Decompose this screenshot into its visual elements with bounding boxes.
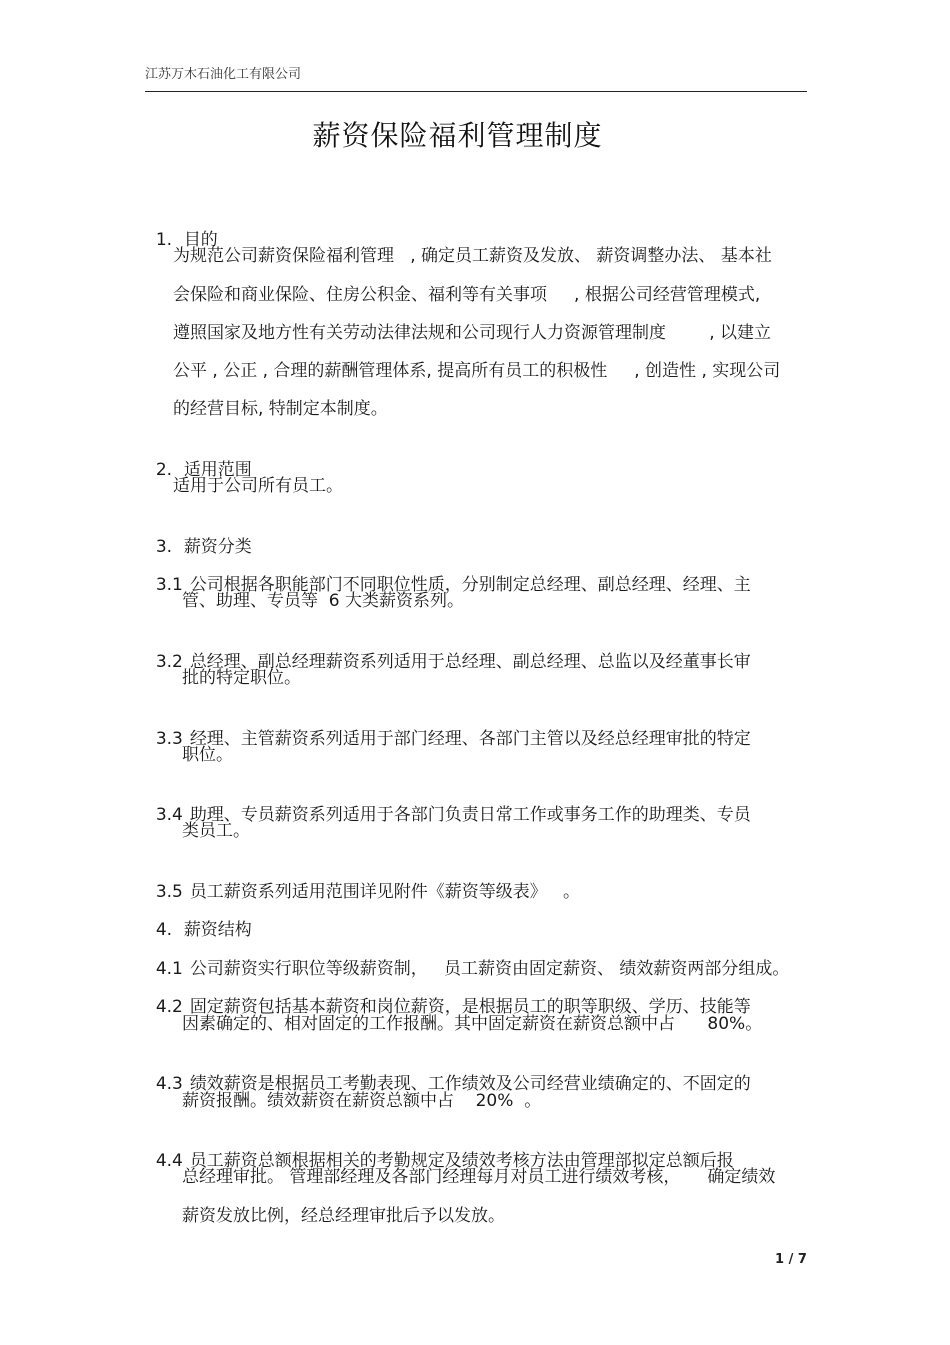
paragraph-line: 会保险和商业保险、住房公积金、福利等有关事项 , 根据公司经营管理模式,	[173, 285, 761, 305]
clause-text: 公司根据各职能部门不同职位性质，分别制定总经理、副总经理、经理、主	[189, 575, 751, 595]
paragraph-line: 遵照国家及地方性有关劳动法律法规和公司现行人力资源管理制度 , 以建立	[173, 323, 772, 343]
clause-text: 员工薪资总额根据相关的考勤规定及绩效考核方法由管理部拟定总额后报	[189, 1151, 734, 1171]
paragraph-line: 为规范公司薪资保险福利管理 , 确定员工薪资及发放、 薪资调整办法、 基本社	[173, 246, 772, 266]
clause-text: 固定薪资包括基本薪资和岗位薪资，是根据员工的职等职级、学历、技能等	[189, 997, 751, 1017]
section-number: 1.	[155, 230, 173, 250]
clause-text: 公司薪资实行职位等级薪资制， 员工薪资由固定薪资、 绩效薪资两部分组成。	[189, 959, 790, 979]
clause-number: 3.2	[155, 652, 183, 672]
section-number: 2.	[155, 460, 173, 480]
section-number: 3.	[155, 537, 173, 557]
page-number: 1 / 7	[775, 1252, 807, 1267]
clause-continuation: 因素确定的、相对固定的工作报酬。其中固定薪资在薪资总额中占 80%。	[182, 1014, 763, 1034]
clause-text: 总经理、副总经理薪资系列适用于总经理、副总经理、总监以及经董事长审	[189, 652, 751, 672]
paragraph-line: 适用于公司所有员工。	[173, 476, 343, 496]
section-title: 目的	[183, 230, 218, 250]
section-title: 薪资结构	[183, 920, 252, 940]
clause-number: 3.3	[155, 729, 183, 749]
clause-number: 4.1	[155, 959, 183, 979]
header-rule	[145, 91, 807, 92]
clause-number: 3.5	[155, 882, 183, 902]
clause-number: 4.2	[155, 997, 183, 1017]
clause-continuation: 总经理审批。 管理部经理及各部门经理每月对员工进行绩效考核， 确定绩效	[182, 1167, 776, 1187]
clause-3-3	[145, 706, 751, 750]
header-company: 江苏万木石油化工有限公司	[145, 67, 302, 82]
clause-text: 员工薪资系列适用范围详见附件《薪资等级表》 。	[189, 882, 581, 902]
clause-text: 经理、主管薪资系列适用于部门经理、各部门主管以及经总经理审批的特定	[189, 729, 751, 749]
clause-continuation: 薪资报酬。绩效薪资在薪资总额中占 20% 。	[182, 1091, 542, 1111]
clause-text: 助理、专员薪资系列适用于各部门负责日常工作或事务工作的助理类、专员	[189, 805, 751, 825]
clause-4-2	[145, 974, 751, 1018]
paragraph-line: 的经营目标, 特制定本制度。	[173, 399, 388, 419]
clause-4-3	[145, 1051, 751, 1095]
clause-continuation: 管、助理、专员等 6 大类薪资系列。	[182, 591, 465, 611]
clause-number: 3.1	[155, 575, 183, 595]
section-title: 适用范围	[183, 460, 252, 480]
clause-text: 绩效薪资是根据员工考勤表现、工作绩效及公司经营业绩确定的、不固定的	[189, 1074, 751, 1094]
clause-continuation: 职位。	[182, 745, 233, 765]
clause-number: 4.3	[155, 1074, 183, 1094]
section-4-heading	[145, 897, 252, 941]
page-title: 薪资保险福利管理制度	[312, 119, 603, 152]
section-title: 薪资分类	[183, 537, 252, 557]
clause-number: 4.4	[155, 1151, 183, 1171]
clause-continuation: 批的特定职位。	[182, 668, 301, 688]
clause-continuation: 类员工。	[182, 821, 250, 841]
clause-continuation: 薪资发放比例，经总经理审批后予以发放。	[182, 1206, 505, 1226]
clause-number: 3.4	[155, 805, 183, 825]
section-number: 4.	[155, 920, 173, 940]
paragraph-line: 公平 , 公正 , 合理的薪酬管理体系, 提高所有员工的积极性 , 创造性 , 实现公司	[173, 361, 781, 381]
